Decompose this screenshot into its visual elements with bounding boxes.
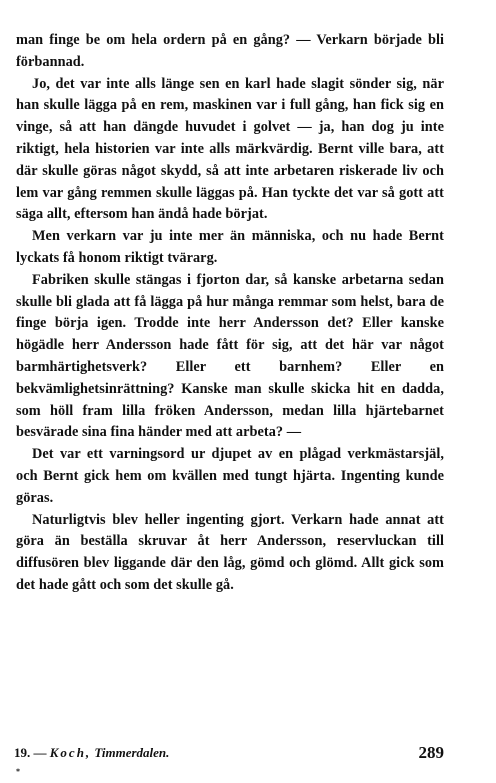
signature-mark: * [16,767,20,776]
paragraph-5: Det var ett varningsord ur djupet av en plågad verkmästarsjäl, och Bernt gick hem om kvällen med tungt hjärta. Ingenting kunde göras. [16,446,444,506]
page-footer [14,745,444,775]
signature-author: Koch, [49,745,92,760]
signature-title: Timmerdalen. [94,745,170,760]
page-body [16,30,444,597]
paragraph-2: Jo, det var inte alls länge sen en karl hade slagit sönder sig, när han skulle lägga på en rem, maskinen var i full gång, han fick sig en vinge, så att han dängde huvudet i golvet — ja, han dog ju inte riktigt, hela historien var inte alls märkvärdig. Bernt ville bara, att där skulle göras något skydd, så att inte arbetaren riskerade liv och lem var gång remmen skulle läggas på. Han tyckte det var så gott att säga allt, eftersom han ändå hade börjat. [16,75,444,223]
paragraph-1: man finge be om hela ordern på en gång? — Verkarn började bli förbannad. [16,32,444,70]
paragraph-4: Fabriken skulle stängas i fjorton dar, så kanske arbetarna sedan skulle bli glada att få lägga på hur många remmar som helst, bara de finge börja igen. Trodde inte herr Andersson det? Eller kanske högädle herr Andersson hade fått för sig, att det här var något barmhärtighetsverk? Eller ett barnhem? Eller en bekvämlighetsinrättning? Kanske man skulle skicka hit en dadda, som höll fram lilla fröken Andersson, medan lilla hjärtebarnet besvärade sina fina händer med att arbeta? — [16,271,444,441]
signature-number: 19. — [14,745,47,760]
page-number: 289 [418,743,444,762]
paragraph-6: Naturligtvis blev heller ingenting gjort. Verkarn hade annat att göra än beställa skruvar åt herr Andersson, reservluckan till diffusören blev liggande där den låg, gömd och glömd. Allt gick som det hade gått och som det skulle gå. [16,511,444,593]
paragraph-3: Men verkarn var ju inte mer än människa, och nu hade Bernt lyckats få honom riktigt tvärarg. [16,228,444,266]
printer-signature [14,745,169,761]
